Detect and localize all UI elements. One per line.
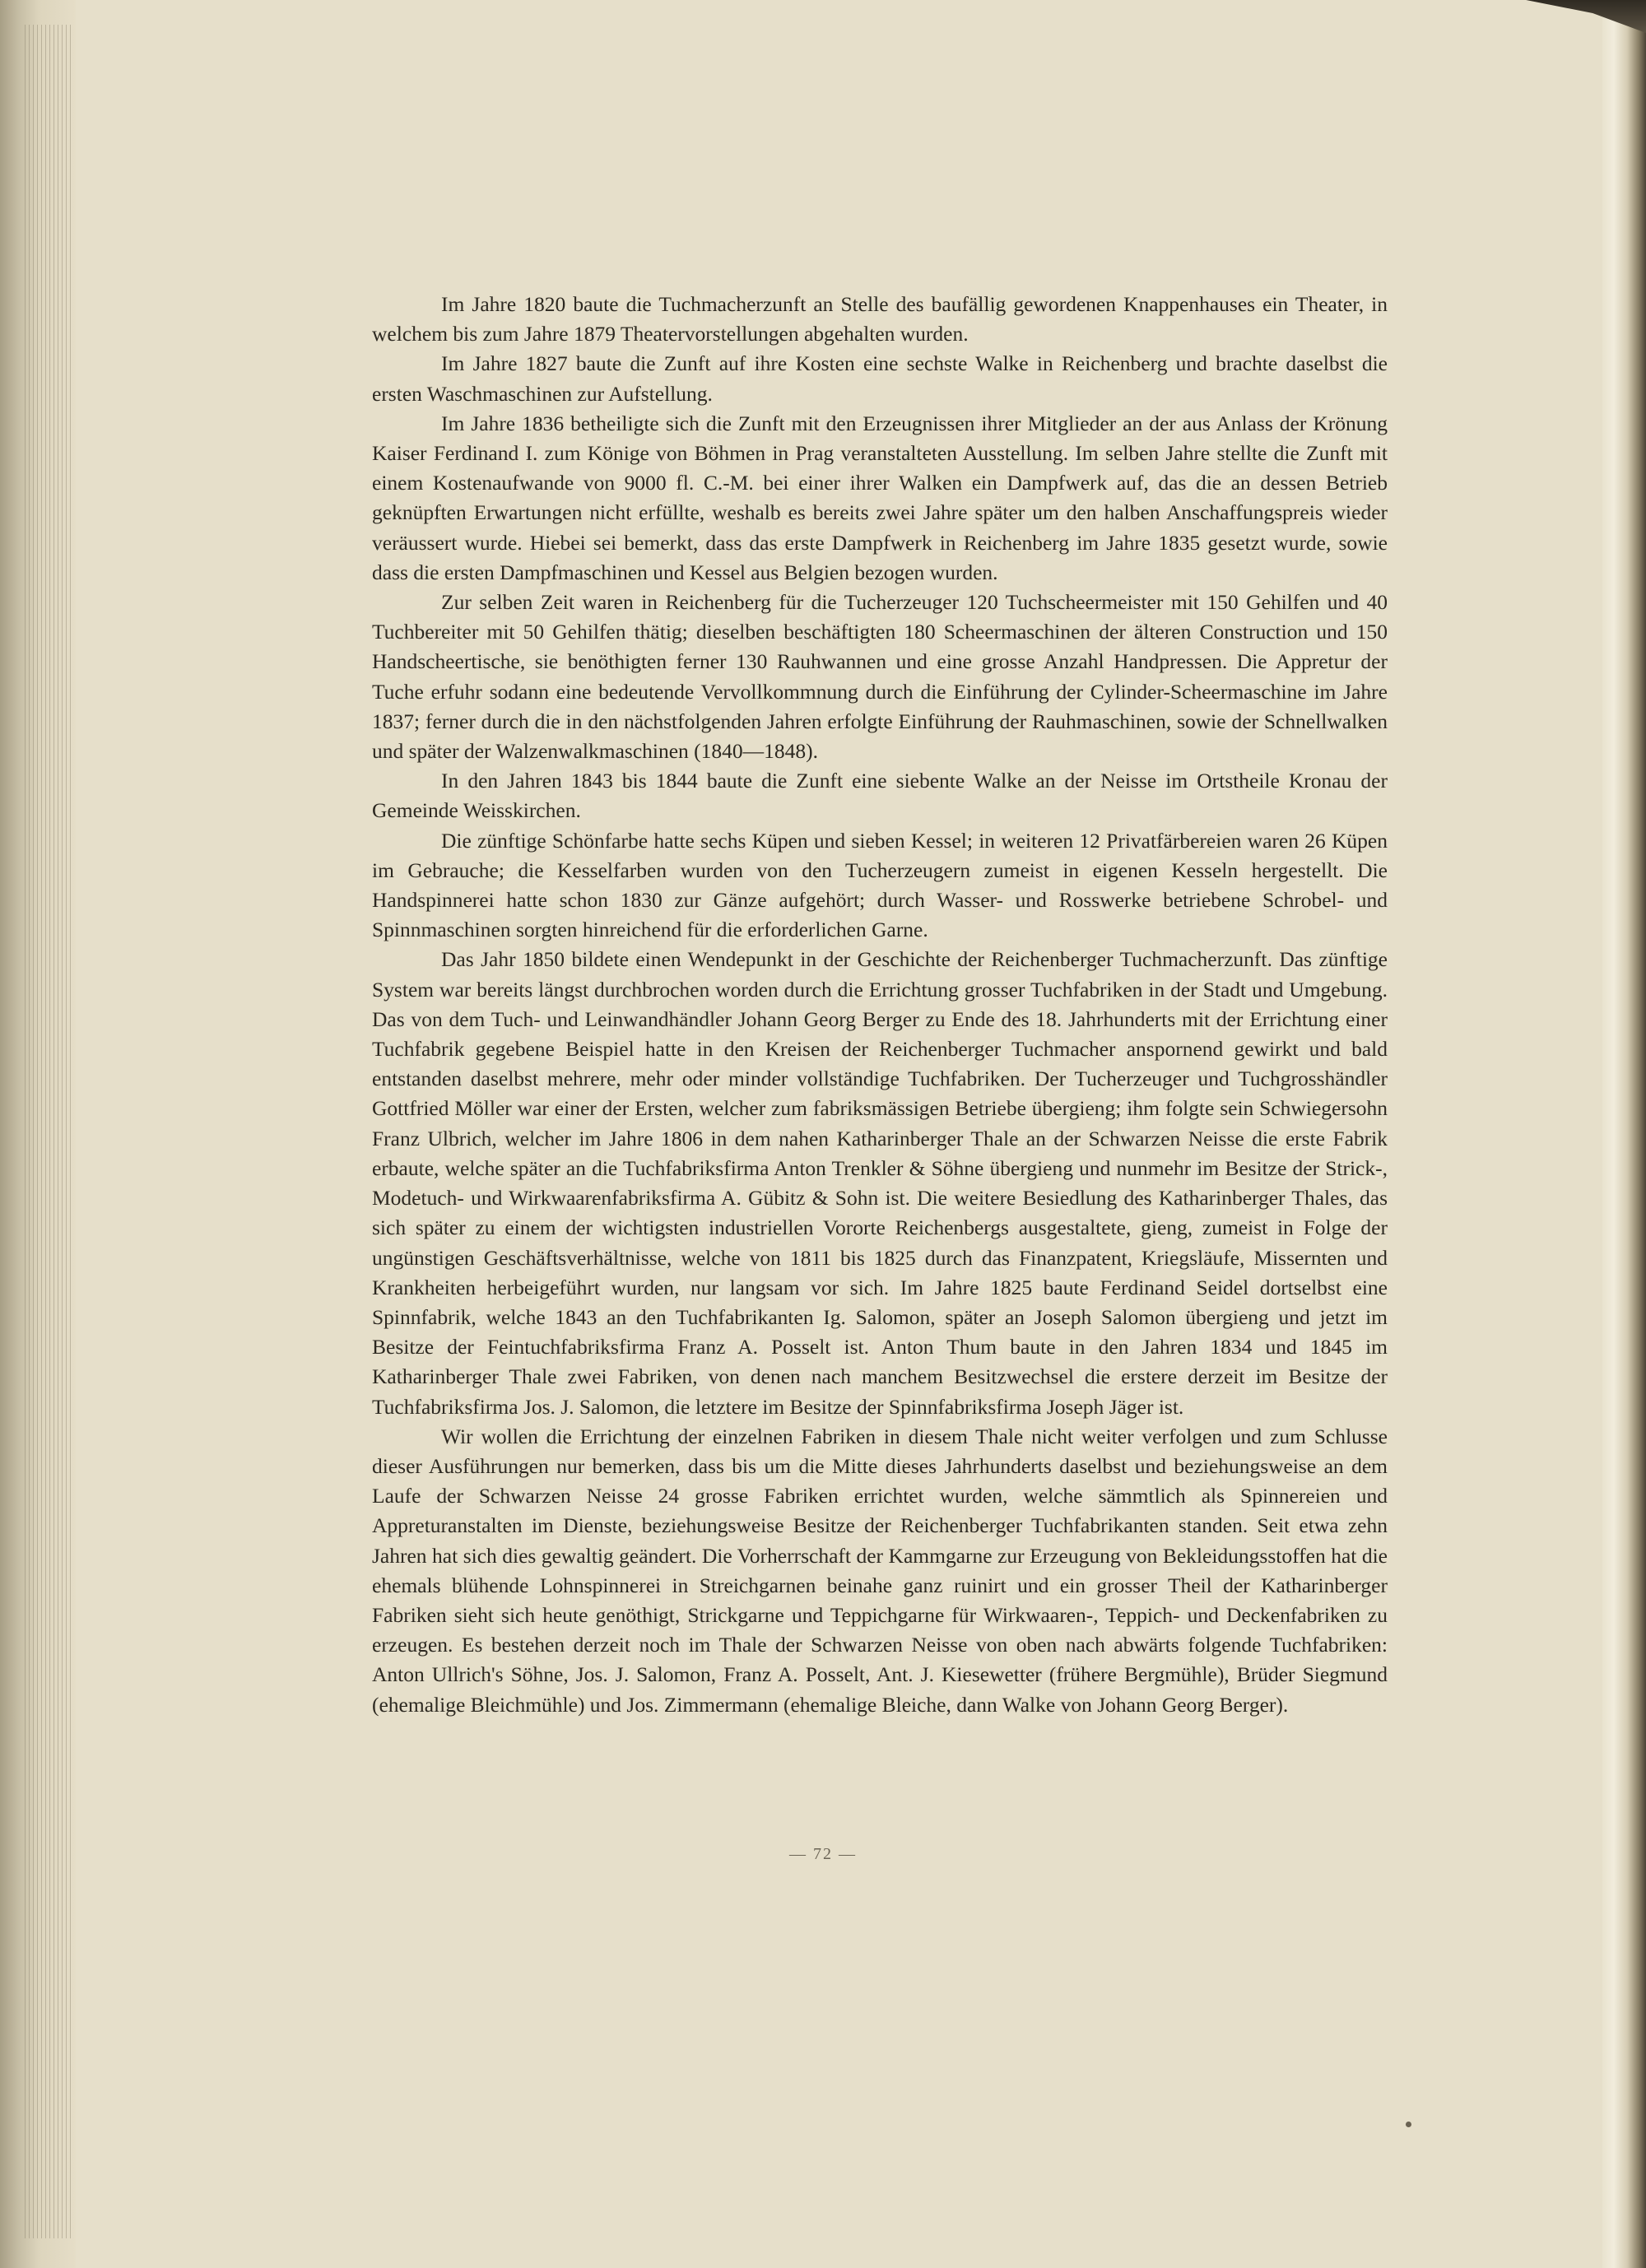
page-right-edge [1602, 0, 1646, 2268]
page-number: — 72 — [789, 1845, 857, 1863]
paragraph-schoenfarbe: Die zünftige Schönfarbe hatte sechs Küpen und sieben Kessel; in weiteren 12 Privatfärbereien waren 26 Küpen im Gebrauche; die Kesselfarben wurden von den Tucherzeugern zumeist in eigenen Kesseln hergestellt. Die Handspinnerei hatte schon 1830 zur Gänze aufgehört; durch Wasser- und Rosswerke betriebene Schrobel- und Spinnmaschinen sorgten hinreichend für die erforderlichen Garne. [372, 828, 1388, 942]
paragraph-1843-walke: In den Jahren 1843 bis 1844 baute die Zunft eine siebente Walke an der Neisse im Ortstheile Kronau der Gemeinde Weisskirchen. [372, 769, 1388, 823]
paragraph-fabriken-thale: Wir wollen die Errichtung der einzelnen Fabriken in diesem Thale nicht weiter verfolgen und zum Schlusse dieser Ausführungen nur bemerken, dass bis um die Mitte dieses Jahrhunderts daselbst und beziehungsweise an dem Laufe der Schwarzen Neisse 24 grosse Fabriken errichtet wurden, welche sämmtlich als Spinnereien und Appreturanstalten im Dienste, beziehungsweise Besitze der Reichenberger Tuchfabrikanten standen. Seit etwa zehn Jahren hat sich dies gewaltig geändert. Die Vorherrschaft der Kammgarne zur Erzeugung von Bekleidungsstoffen hat die ehemals blühende Lohnspinnerei in Streichgarnen beinahe ganz ruinirt und ein grosser Theil der Katharinberger Fabriken sieht sich heute genöthigt, Strickgarne und Teppichgarne für Wirkwaaren-, Teppich- und Deckenfabriken zu erzeugen. Es bestehen derzeit noch im Thale der Schwarzen Neisse von oben nach abwärts folgende Tuchfabriken: Anton Ullrich's Söhne, Jos. J. Salomon, Franz A. Posselt, Ant. J. Kiesewetter (frühere Bergmühle), Brüder Siegmund (ehemalige Bleichmühle) und Jos. Zimmermann (ehemalige Bleiche, dann Walke von Johann Georg Berger). [372, 1424, 1388, 1717]
paragraph-1836-ausstellung: Im Jahre 1836 betheiligte sich die Zunft mit den Erzeugnissen ihrer Mitglieder an der aus Anlass der Krönung Kaiser Ferdinand I. zum Könige von Böhmen in Prag veranstalteten Ausstellung. Im selben Jahre stellte die Zunft mit einem Kostenaufwande von 9000 fl. C.-M. bei einer ihrer Walken ein Dampfwerk auf, das die an dessen Betrieb geknüpften Erwartungen nicht erfüllte, weshalb es bereits zwei Jahre später um den halben Anschaffungspreis wieder veräussert wurde. Hiebei sei bemerkt, dass das erste Dampfwerk in Reichenberg im Jahre 1835 gesetzt wurde, sowie dass die ersten Dampfmaschinen und Kessel aus Belgien bezogen wurden. [372, 411, 1388, 584]
paragraph-1827-walke: Im Jahre 1827 baute die Zunft auf ihre Kosten eine sechste Walke in Reichenberg und brachte daselbst die ersten Waschmaschinen zur Aufstellung. [372, 351, 1388, 406]
gutter-page-edges [25, 25, 74, 2238]
paper-speck [1406, 2122, 1411, 2127]
paragraph-tuchscheermeister: Zur selben Zeit waren in Reichenberg für die Tucherzeuger 120 Tuchscheermeister mit 150 Gehilfen und 40 Tuchbereiter mit 50 Gehilfen thätig; dieselben beschäftigten 180 Scheermaschinen der älteren Construction und 150 Handscheertische, sie benöthigten ferner 130 Rauhwannen und eine grosse Anzahl Handpressen. Die Appretur der Tuche erfuhr sodann eine bedeutende Vervollkommnung durch die Einführung der Cylinder-Scheermaschine im Jahre 1837; ferner durch die in den nächstfolgenden Jahren erfolgte Einführung der Rauhmaschinen, sowie der Schnellwalken und später der Walzenwalkmaschinen (1840—1848). [372, 590, 1388, 764]
book-gutter [0, 0, 76, 2268]
paragraph-1820-theater: Im Jahre 1820 baute die Tuchmacherzunft an Stelle des baufällig gewordenen Knappenhauses ein Theater, in welchem bis zum Jahre 1879 Theatervorstellungen abgehalten wurden. [372, 292, 1388, 346]
paragraph-1850-wendepunkt: Das Jahr 1850 bildete einen Wendepunkt in der Geschichte der Reichenberger Tuchmacherzunft. Das zünftige System war bereits längst durchbrochen worden durch die Errichtung grosser Tuchfabriken in der Stadt und Umgebung. Das von dem Tuch- und Leinwandhändler Johann Georg Berger zu Ende des 18. Jahrhunderts mit der Errichtung einer Tuchfabrik gegebene Beispiel hatte in den Kreisen der Reichenberger Tuchmacher anspornend gewirkt und bald entstanden daselbst mehrere, mehr oder minder vollständige Tuchfabriken. Der Tucherzeuger und Tuchgrosshändler Gottfried Möller war einer der Ersten, welcher zum fabriksmässigen Betriebe übergieng; ihm folgte sein Schwiegersohn Franz Ulbrich, welcher im Jahre 1806 in dem nahen Katharinberger Thale an der Schwarzen Neisse die erste Fabrik erbaute, welche später an die Tuchfabriksfirma Anton Trenkler & Söhne übergieng und nunmehr im Besitze der Strick-, Modetuch- und Wirkwaarenfabriksfirma A. Gübitz & Sohn ist. Die weitere Besiedlung des Katharinberger Thales, das sich später zu einem der wichtigsten industriellen Vororte Reichenbergs ausgestaltete, gieng, zumeist in Folge der ungünstigen Geschäftsverhältnisse, welche von 1811 bis 1825 durch das Finanzpatent, Kriegsläufe, Missernten und Krankheiten herbeigeführt wurden, nur langsam vor sich. Im Jahre 1825 baute Ferdinand Seidel dortselbst eine Spinnfabrik, welche 1843 an den Tuchfabrikanten Ig. Salomon, später an Joseph Salomon übergieng und jetzt im Besitze der Feintuchfabriksfirma Franz A. Posselt ist. Anton Thum baute in den Jahren 1834 und 1845 im Katharinberger Thale zwei Fabriken, von denen nach manchem Besitzwechsel die erstere derzeit im Besitze der Tuchfabriksfirma Jos. J. Salomon, die letztere im Besitze der Spinnfabriksfirma Joseph Jäger ist. [372, 947, 1388, 1419]
body-text [372, 290, 1388, 1720]
